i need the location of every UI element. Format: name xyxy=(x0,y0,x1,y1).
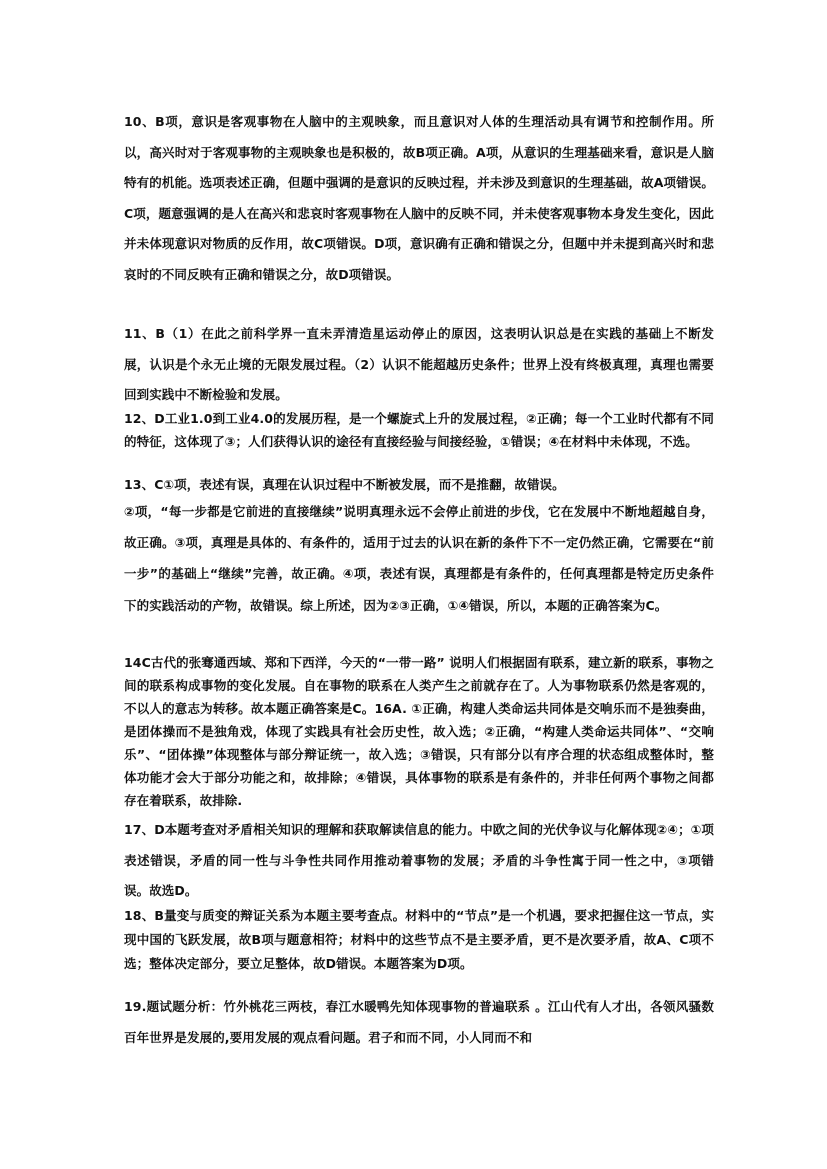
answer-11-text: 11、B（1）在此之前科学界一直未弄清造星运动停止的原因，这表明认识总是在实践的基础上不断发展，认识是个永无止境的无限发展过程。（2）认识不能超越历史条件；世界上没有终极真理，真理也需要回到实践中不断检验和发展。 xyxy=(124,326,714,402)
answer-12 xyxy=(124,407,714,453)
answer-14-16 xyxy=(124,651,714,812)
answer-12-text: 12、D工业1.0到工业4.0的发展历程，是一个螺旋式上升的发展过程，②正确；每一个工业时代都有不同的特征，这体现了③；人们获得认识的途径有直接经验与间接经验，①错误；④在材料中未体现，不选。 xyxy=(124,411,714,449)
answer-17 xyxy=(124,815,714,907)
answer-14-16-text: 14C古代的张骞通西域、郑和下西洋，今天的“一带一路” 说明人们根据固有联系，建立新的联系，事物之间的联系构成事物的变化发展。自在事物的联系在人类产生之前就存在了。人为事物联系仍然是客观的，不以人的意志为转移。故本题正确答案是C。16A. ①正确，构建人类命运共同体是交响乐而不是独奏曲，是团体操而不是独角戏，体现了实践具有社会历史性，故入选；②正确，“构建人类命运共同体”、“交响乐”、“团体操”体现整体与部分辩证统一，故入选；③错误，只有部分以有序合理的状态组成整体时，整体功能才会大于部分功能之和，故排除；④错误，具体事物的联系是有条件的，并非任何两个事物之间都存在着联系，故排除. xyxy=(124,655,714,808)
answer-19 xyxy=(124,992,714,1053)
answer-19-text: 19.题试题分析：竹外桃花三两枝，春江水暖鸭先知体现事物的普遍联系 。江山代有人才出，各领风骚数百年世界是发展的,要用发展的观点看问题。君子和而不同，小人同而不和 xyxy=(124,999,714,1045)
answer-18 xyxy=(124,904,714,976)
answer-18-text: 18、B量变与质变的辩证关系为本题主要考查点。材料中的“节点”是一个机遇，要求把握住这一节点，实现中国的飞跃发展，故B项与题意相符；材料中的这些节点不是主要矛盾，更不是次要矛盾，故A、C项不选；整体决定部分，要立足整体，故D错误。本题答案为D项。 xyxy=(124,908,714,971)
answer-10 xyxy=(124,107,714,290)
answer-11 xyxy=(124,319,714,411)
answer-17-text: 17、D本题考查对矛盾相关知识的理解和获取解读信息的能力。中欧之间的光伏争议与化解体现②④；①项表述错误，矛盾的同一性与斗争性共同作用推动着事物的发展；矛盾的斗争性寓于同一性之中，③项错误。故选D。 xyxy=(124,822,714,898)
answer-13-analysis-text: ②项，“每一步都是它前进的直接继续”说明真理永远不会停止前进的步伐，它在发展中不断地超越自身，故正确。③项，真理是具体的、有条件的，适用于过去的认识在新的条件下不一定仍然正确，它需要在“前一步”的基础上“继续”完善，故正确。④项，表述有误，真理都是有条件的，任何真理都是特定历史条件下的实践活动的产物，故错误。综上所述，因为②③正确，①④错误，所以，本题的正确答案为C。 xyxy=(124,504,714,613)
answer-13-intro-text: 13、C①项，表述有误，真理在认识过程中不断被发展，而不是推翻，故错误。 xyxy=(124,477,565,492)
answer-10-text: 10、B项，意识是客观事物在人脑中的主观映象，而且意识对人体的生理活动具有调节和控制作用。所以，高兴时对于客观事物的主观映象也是积极的，故B项正确。A项，从意识的生理基础来看，意识是人脑特有的机能。选项表述正确，但题中强调的是意识的反映过程，并未涉及到意识的生理基础，故A项错误。C项，题意强调的是人在高兴和悲哀时客观事物在人脑中的反映不同，并未使客观事物本身发生变化，因此并未体现意识对物质的反作用，故C项错误。D项，意识确有正确和错误之分，但题中并未提到高兴时和悲哀时的不同反映有正确和错误之分，故D项错误。 xyxy=(124,114,714,282)
answer-13-part-2 xyxy=(124,496,714,621)
answer-13-part-1 xyxy=(124,473,714,496)
